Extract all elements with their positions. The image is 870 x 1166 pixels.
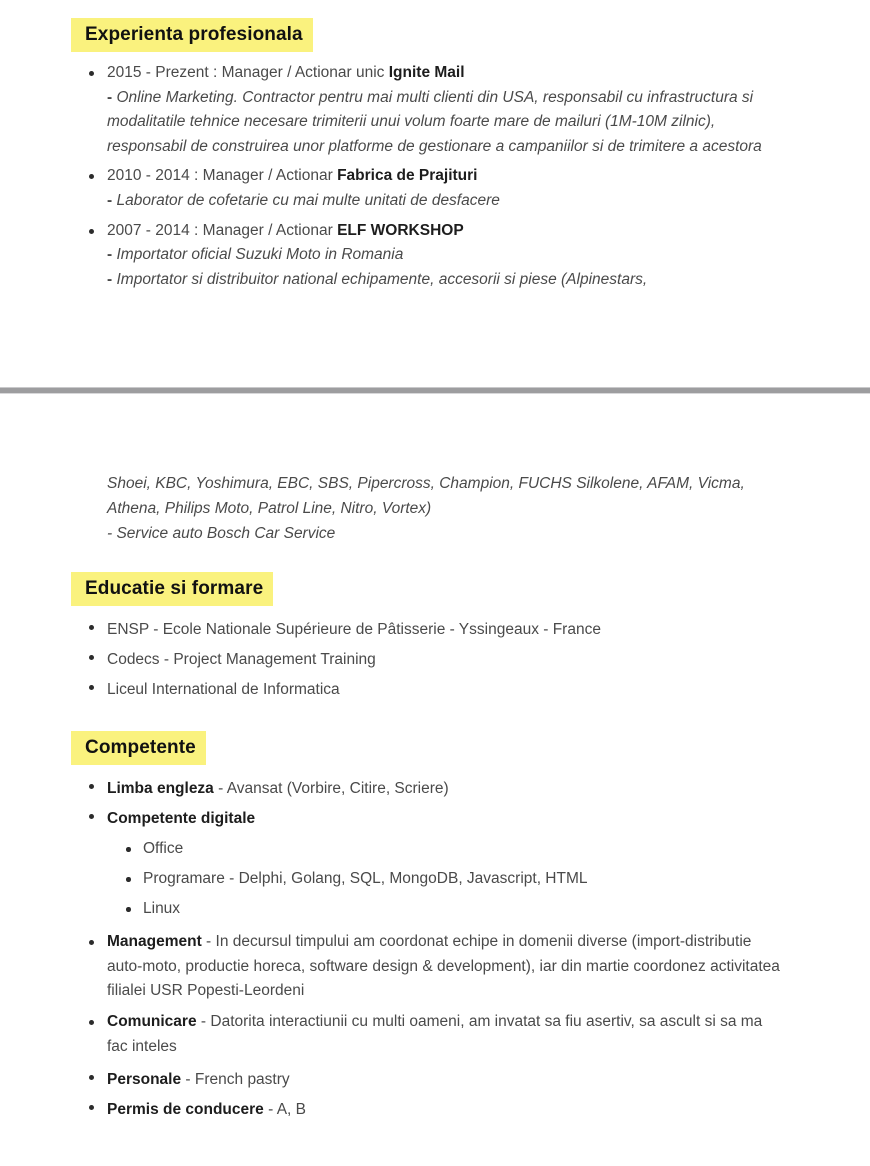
skill-separator: -: [181, 1071, 195, 1089]
skill-separator: -: [201, 933, 216, 951]
heading-gap: [0, 765, 870, 774]
list-item: [0, 61, 870, 159]
job-period-role: 2015 - Prezent : Manager / Actionar unic: [107, 64, 389, 81]
list-item: Office: [0, 834, 870, 864]
list-item: [0, 219, 870, 293]
job-company: ELF WORKSHOP: [337, 221, 464, 239]
skills-list: [0, 774, 870, 834]
skill-label: Permis de conducere: [107, 1101, 264, 1119]
heading-gap: [0, 606, 870, 615]
list-item: [0, 774, 870, 804]
section-heading-education-label: Educatie si formare: [71, 572, 273, 606]
skill-value: Avansat (Vorbire, Citire, Scriere): [226, 780, 449, 798]
page-break-divider: [0, 387, 870, 394]
section-heading-education: [0, 572, 870, 606]
job-detail: - Importator oficial Suzuki Moto in Romania: [107, 246, 404, 264]
list-item: Linux: [0, 894, 870, 924]
experience-continuation-text: Shoei, KBC, Yoshimura, EBC, SBS, Pipercross, Champion, FUCHS Silkolene, AFAM, Vicma, Athena, Philips Moto, Patrol Line, Nitro, Vortex) - Service auto Bosch Car Service: [107, 475, 745, 542]
section-heading-skills: [0, 731, 870, 765]
skill-separator: -: [263, 1101, 277, 1119]
list-item: [0, 164, 870, 213]
list-item: [0, 930, 870, 1004]
list-item: [0, 804, 870, 834]
job-company: Fabrica de Prajituri: [337, 167, 478, 185]
skill-value: A, B: [276, 1101, 307, 1119]
list-item: Programare - Delphi, Golang, SQL, MongoDB, Javascript, HTML: [0, 864, 870, 894]
skill-separator: -: [213, 780, 227, 798]
experience-list: [0, 61, 870, 292]
education-list: [0, 615, 870, 705]
skill-label: Comunicare: [107, 1012, 197, 1030]
heading-gap: [0, 52, 870, 61]
section-gap: [0, 705, 870, 731]
skills-list-continued: [0, 930, 870, 1124]
section-heading-skills-label: Competente: [71, 731, 206, 765]
skill-value: Datorita interactiunii cu multi oameni, am invatat sa fiu asertiv, sa ascult si sa ma fac inteles: [107, 1012, 763, 1055]
section-heading-experience-label: Experienta profesionala: [71, 18, 313, 52]
job-period-role: 2007 - 2014 : Manager / Actionar: [107, 221, 338, 239]
job-detail: - Online Marketing. Contractor pentru mai multi clienti din USA, responsabil cu infrastructura si modalitatile tehnice necesare trimiterii unui volum foarte mare de mailuri (1M-10M zilnic), responsabil de construirea unor platforme de gestionare a campaniilor si de trimitere a acestora: [107, 88, 762, 155]
skill-label: Limba engleza: [107, 780, 214, 798]
list-item: Codecs - Project Management Training: [0, 645, 870, 675]
list-item: [0, 1065, 870, 1094]
job-detail: - Laborator de cofetarie cu mai multe unitati de desfacere: [107, 191, 500, 209]
skill-separator: -: [196, 1012, 211, 1030]
section-heading-experience: [0, 18, 870, 52]
page-bottom-whitespace: [0, 292, 870, 387]
list-item: [0, 1095, 870, 1124]
digital-skills-sublist: [0, 834, 870, 924]
skill-value: In decursul timpului am coordonat echipe in domenii diverse (import-distributie auto-moto, productie horeca, software design & development), iar din martie coordonez activitatea filialei USR Popesti-Leordeni: [107, 933, 780, 1000]
skill-label: Competente digitale: [107, 810, 256, 828]
list-item: [0, 1010, 870, 1059]
job-period-role: 2010 - 2014 : Manager / Actionar: [107, 167, 338, 185]
top-spacer: [0, 0, 870, 18]
skill-label: Management: [107, 933, 202, 951]
list-item: Liceul International de Informatica: [0, 675, 870, 705]
job-company: Ignite Mail: [388, 64, 465, 81]
list-item: ENSP - Ecole Nationale Supérieure de Pâtisserie - Yssingeaux - France: [0, 615, 870, 645]
section-gap: [0, 546, 870, 572]
skill-label: Personale: [107, 1071, 182, 1089]
job-detail: - Importator si distribuitor national echipamente, accesorii si piese (Alpinestars,: [107, 270, 648, 288]
skill-value: French pastry: [194, 1071, 290, 1089]
page-top-whitespace: [0, 394, 870, 472]
